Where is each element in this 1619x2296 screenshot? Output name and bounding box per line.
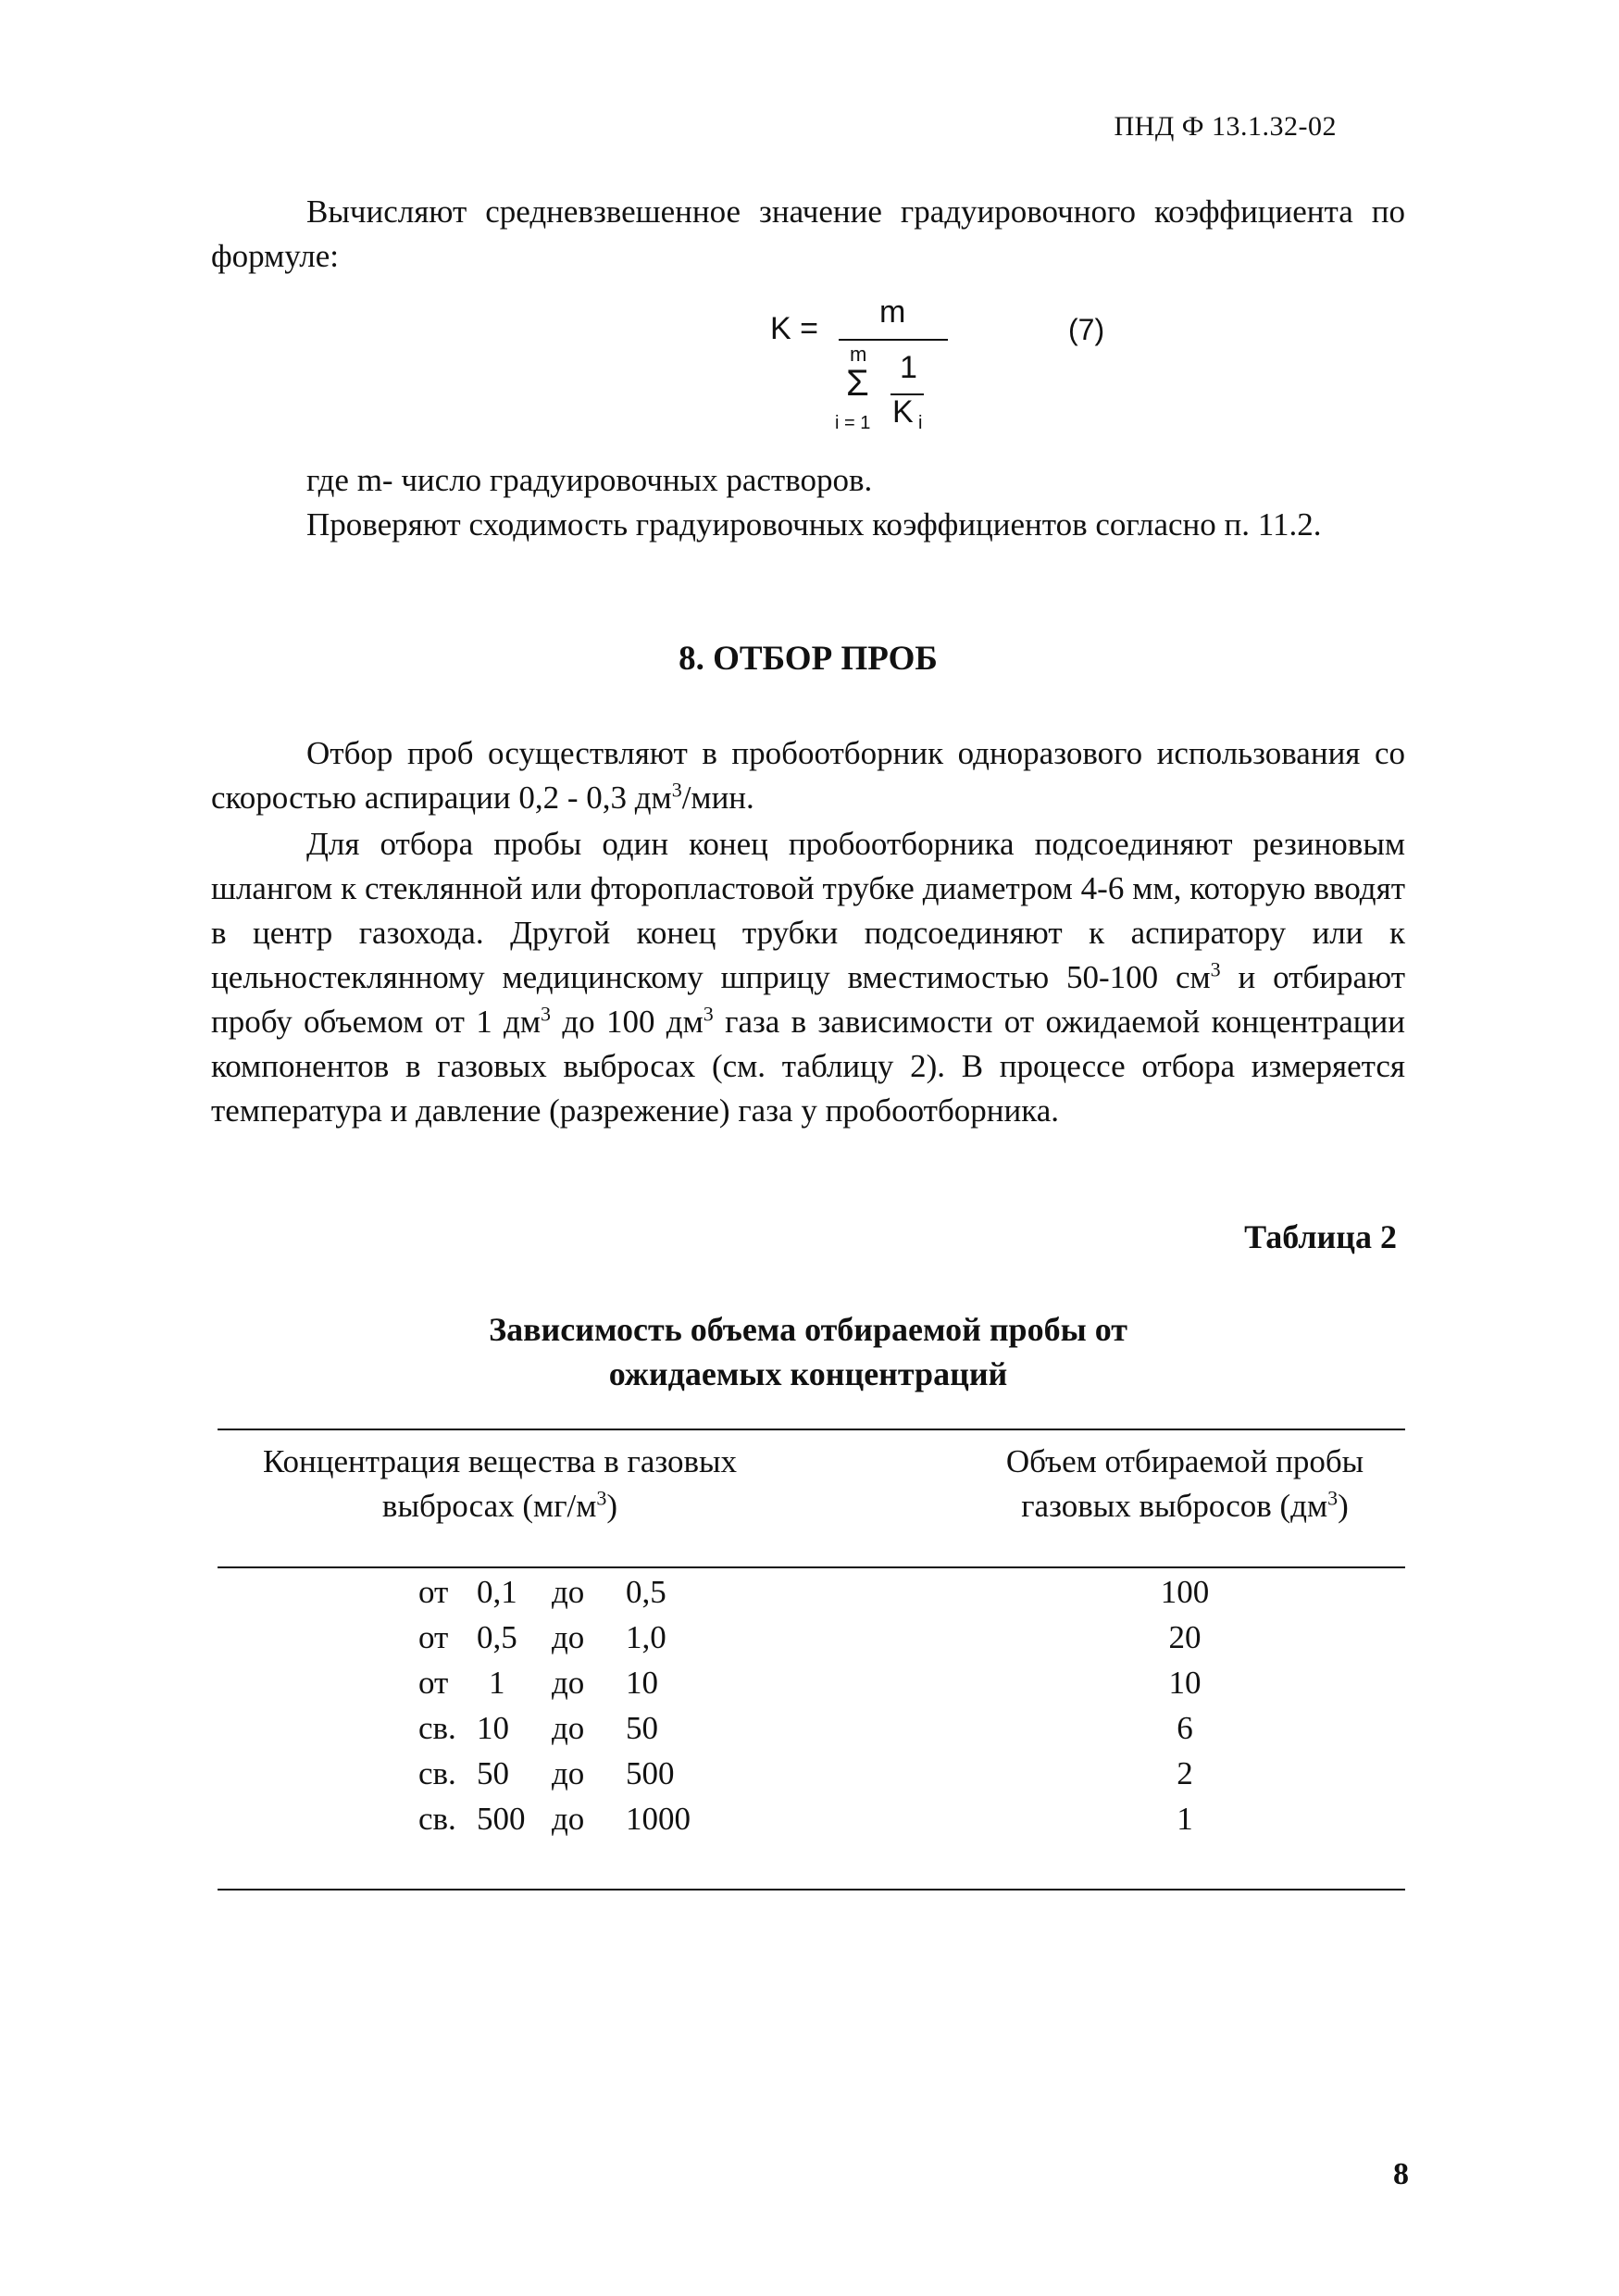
inner-numerator: 1 — [900, 350, 917, 385]
table-row: св. 500 до 1000 1 — [418, 1801, 1193, 1837]
sum-lower-limit: i = 1 — [835, 413, 871, 433]
section-paragraph-1: Отбор проб осуществляют в пробоотборник одноразового использования со скоростью аспирации 0,2 - 0,3 $дм^3$/мин. — [211, 735, 1405, 816]
intro-reference: Проверяют сходимость градуировочных коэффициентов согласно п. 11.2. — [306, 506, 1322, 543]
table-row: от 0,1 до 0,5 100 — [418, 1574, 1210, 1610]
formula-numerator: m — [879, 294, 906, 330]
table-row: от 1 до 10 10 — [418, 1665, 1202, 1701]
table-label: Таблица 2 — [1244, 1218, 1397, 1255]
sum-symbol: Σ — [846, 363, 869, 404]
page-number: 8 — [1393, 2157, 1409, 2191]
section-title: 8. ОТБОР ПРОБ — [679, 640, 938, 678]
formula-7 — [770, 294, 1140, 452]
sum-upper-limit: m — [850, 343, 867, 366]
column-header-volume: Объем отбираемой пробы газовых выбросов $(дм^3)$ — [1005, 1443, 1364, 1524]
table-header-rule — [218, 1566, 1405, 1568]
table-title: Зависимость объема отбираемой пробы от ожидаемых концентраций — [489, 1311, 1127, 1392]
table-row: от 0,5 до 1,0 20 — [418, 1619, 1202, 1655]
table-row: св. 50 до 500 2 — [418, 1755, 1193, 1791]
formula-number: (7) — [1068, 313, 1105, 346]
inner-denominator: K — [892, 394, 914, 430]
formula-lhs: K = — [770, 311, 818, 346]
intro-note: где m- число градуировочных растворов. — [306, 462, 873, 498]
fraction-bar — [839, 339, 948, 341]
intro-paragraph: Вычисляют средневзвешенное значение градуировочного коэффициента по формуле: — [211, 193, 1405, 274]
inner-denominator-sub: i — [918, 413, 923, 433]
section-paragraph-2: Для отбора пробы один конец пробоотборника подсоединяют резиновым шлангом к стеклянной или фторопластовой трубке диаметром 4-6 мм, которую вводят в центр газохода. Другой конец трубки подсоединяют к аспиратору или к цельностеклянному медицинскому шприцу вместимостью 50-100 $см^3$ и отбирают пробу объемом от 1 $дм^3$ до 100 $дм^3$ газа в зависимости от ожидаемой концентрации компонентов в газовых выбросах (см. таблицу 2). В процессе отбора измеряется температура и давление (разрежение) газа у пробоотборника. — [211, 826, 1405, 1129]
document-code: ПНД Ф 13.1.32-02 — [1114, 111, 1337, 142]
table-bottom-rule — [218, 1889, 1405, 1890]
table-top-rule — [218, 1429, 1405, 1430]
table-row: св. 10 до 50 6 — [418, 1710, 1193, 1746]
column-header-concentration: Концентрация вещества в газовых выбросах $(мг/м^3)$ — [262, 1443, 738, 1524]
